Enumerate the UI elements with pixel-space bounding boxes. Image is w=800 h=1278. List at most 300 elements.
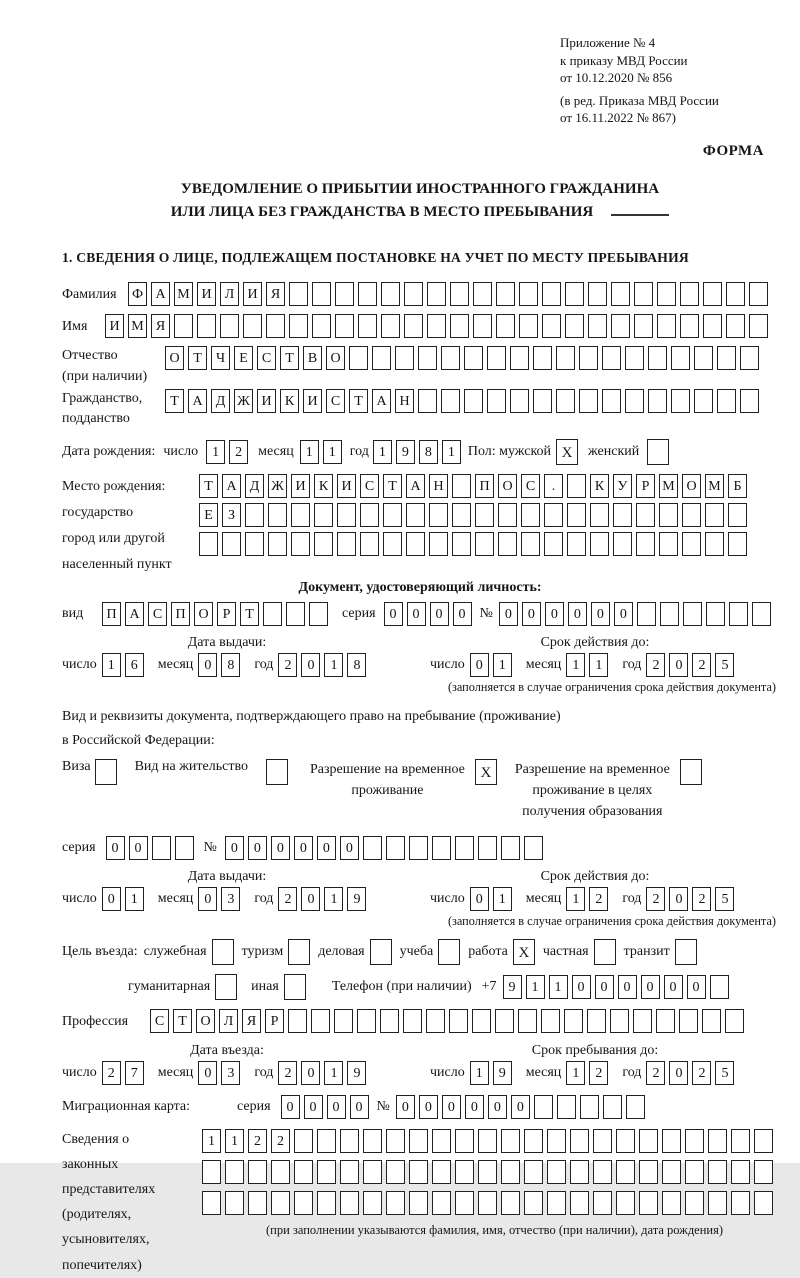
char-cell[interactable]: 2 xyxy=(692,1061,711,1085)
char-cell[interactable]: 0 xyxy=(511,1095,530,1119)
char-cell[interactable] xyxy=(518,1009,537,1033)
char-cell[interactable]: 1 xyxy=(373,440,392,464)
char-cell[interactable] xyxy=(349,346,368,370)
char-cell[interactable] xyxy=(637,602,656,626)
char-cell[interactable]: X xyxy=(475,759,497,785)
char-cell[interactable] xyxy=(432,1160,451,1184)
char-cell[interactable] xyxy=(705,532,724,556)
char-cell[interactable] xyxy=(496,282,515,306)
char-cell[interactable]: 1 xyxy=(526,975,545,999)
char-cell[interactable]: А xyxy=(151,282,170,306)
char-cell[interactable] xyxy=(634,314,653,338)
char-cell[interactable]: 0 xyxy=(350,1095,369,1119)
char-cell[interactable]: Н xyxy=(429,474,448,498)
char-cell[interactable] xyxy=(542,282,561,306)
char-cell[interactable]: X xyxy=(513,939,535,965)
char-cell[interactable]: 0 xyxy=(669,887,688,911)
char-cell[interactable]: Т xyxy=(349,389,368,413)
char-cell[interactable] xyxy=(340,1129,359,1153)
char-cell[interactable] xyxy=(215,974,237,1000)
char-cell[interactable] xyxy=(611,282,630,306)
char-cell[interactable]: П xyxy=(102,602,121,626)
char-cell[interactable] xyxy=(501,1129,520,1153)
char-cell[interactable] xyxy=(524,1160,543,1184)
char-cell[interactable]: 2 xyxy=(646,653,665,677)
char-cell[interactable] xyxy=(286,602,305,626)
char-cell[interactable] xyxy=(406,503,425,527)
char-cell[interactable] xyxy=(498,503,517,527)
char-cell[interactable]: 2 xyxy=(692,653,711,677)
char-cell[interactable]: Я xyxy=(151,314,170,338)
char-cell[interactable]: 1 xyxy=(125,887,144,911)
given-name-cells[interactable] xyxy=(105,314,772,338)
char-cell[interactable]: 0 xyxy=(317,836,336,860)
char-cell[interactable] xyxy=(501,836,520,860)
char-cell[interactable]: 1 xyxy=(493,653,512,677)
residence-valid-year[interactable] xyxy=(646,887,738,911)
purpose-study-checkbox[interactable] xyxy=(438,939,464,965)
purpose-work-checkbox[interactable] xyxy=(513,939,539,965)
char-cell[interactable]: О xyxy=(196,1009,215,1033)
char-cell[interactable]: И xyxy=(243,282,262,306)
char-cell[interactable]: П xyxy=(475,474,494,498)
char-cell[interactable] xyxy=(289,282,308,306)
char-cell[interactable] xyxy=(729,602,748,626)
doc-issue-day[interactable] xyxy=(102,653,148,677)
char-cell[interactable]: 0 xyxy=(198,887,217,911)
char-cell[interactable] xyxy=(706,602,725,626)
char-cell[interactable]: 0 xyxy=(301,887,320,911)
char-cell[interactable] xyxy=(311,1009,330,1033)
char-cell[interactable]: 1 xyxy=(589,653,608,677)
char-cell[interactable]: 0 xyxy=(294,836,313,860)
char-cell[interactable] xyxy=(731,1191,750,1215)
char-cell[interactable] xyxy=(473,282,492,306)
char-cell[interactable]: 8 xyxy=(347,653,366,677)
char-cell[interactable] xyxy=(449,1009,468,1033)
surname-cells[interactable] xyxy=(128,282,772,306)
char-cell[interactable] xyxy=(314,503,333,527)
phone-cells[interactable] xyxy=(503,975,733,999)
char-cell[interactable]: И xyxy=(291,474,310,498)
char-cell[interactable] xyxy=(613,532,632,556)
char-cell[interactable]: Ф xyxy=(128,282,147,306)
char-cell[interactable]: 0 xyxy=(545,602,564,626)
char-cell[interactable]: М xyxy=(128,314,147,338)
char-cell[interactable] xyxy=(662,1160,681,1184)
char-cell[interactable] xyxy=(291,532,310,556)
char-cell[interactable] xyxy=(611,314,630,338)
char-cell[interactable]: 1 xyxy=(493,887,512,911)
char-cell[interactable] xyxy=(289,314,308,338)
char-cell[interactable] xyxy=(626,1095,645,1119)
char-cell[interactable] xyxy=(495,1009,514,1033)
char-cell[interactable] xyxy=(478,1129,497,1153)
temp-residence-education-checkbox[interactable] xyxy=(680,759,706,785)
char-cell[interactable] xyxy=(656,1009,675,1033)
char-cell[interactable]: Д xyxy=(245,474,264,498)
char-cell[interactable] xyxy=(450,282,469,306)
char-cell[interactable] xyxy=(749,314,768,338)
char-cell[interactable] xyxy=(501,1160,520,1184)
char-cell[interactable] xyxy=(426,1009,445,1033)
char-cell[interactable] xyxy=(710,975,729,999)
representatives-row-1[interactable] xyxy=(202,1129,787,1153)
citizenship-cells[interactable] xyxy=(165,389,763,413)
char-cell[interactable] xyxy=(533,346,552,370)
char-cell[interactable] xyxy=(501,1191,520,1215)
char-cell[interactable] xyxy=(616,1191,635,1215)
char-cell[interactable] xyxy=(726,314,745,338)
char-cell[interactable] xyxy=(266,759,288,785)
char-cell[interactable]: 0 xyxy=(102,887,121,911)
char-cell[interactable]: 0 xyxy=(271,836,290,860)
migration-number-cells[interactable] xyxy=(396,1095,649,1119)
char-cell[interactable]: А xyxy=(372,389,391,413)
char-cell[interactable]: 0 xyxy=(465,1095,484,1119)
char-cell[interactable] xyxy=(340,1191,359,1215)
char-cell[interactable] xyxy=(175,836,194,860)
char-cell[interactable] xyxy=(671,389,690,413)
char-cell[interactable] xyxy=(633,1009,652,1033)
char-cell[interactable] xyxy=(409,1129,428,1153)
char-cell[interactable]: . xyxy=(544,474,563,498)
char-cell[interactable]: А xyxy=(188,389,207,413)
char-cell[interactable]: 0 xyxy=(522,602,541,626)
char-cell[interactable]: 8 xyxy=(221,653,240,677)
char-cell[interactable] xyxy=(685,1191,704,1215)
char-cell[interactable] xyxy=(519,282,538,306)
char-cell[interactable]: 0 xyxy=(669,1061,688,1085)
char-cell[interactable] xyxy=(521,503,540,527)
char-cell[interactable] xyxy=(754,1160,773,1184)
char-cell[interactable]: 0 xyxy=(248,836,267,860)
char-cell[interactable] xyxy=(524,836,543,860)
char-cell[interactable] xyxy=(754,1191,773,1215)
char-cell[interactable] xyxy=(395,346,414,370)
char-cell[interactable]: 0 xyxy=(340,836,359,860)
doc-kind-cells[interactable] xyxy=(102,602,332,626)
char-cell[interactable] xyxy=(534,1095,553,1119)
char-cell[interactable] xyxy=(432,1191,451,1215)
char-cell[interactable] xyxy=(202,1160,221,1184)
char-cell[interactable]: 0 xyxy=(407,602,426,626)
char-cell[interactable]: 9 xyxy=(493,1061,512,1085)
char-cell[interactable]: 1 xyxy=(324,653,343,677)
char-cell[interactable]: 1 xyxy=(324,1061,343,1085)
char-cell[interactable]: 0 xyxy=(664,975,683,999)
residence-number-cells[interactable] xyxy=(225,836,547,860)
char-cell[interactable] xyxy=(547,1160,566,1184)
char-cell[interactable] xyxy=(95,759,117,785)
char-cell[interactable] xyxy=(662,1129,681,1153)
char-cell[interactable]: 2 xyxy=(271,1129,290,1153)
char-cell[interactable] xyxy=(404,282,423,306)
char-cell[interactable]: К xyxy=(280,389,299,413)
char-cell[interactable]: 1 xyxy=(470,1061,489,1085)
char-cell[interactable]: 1 xyxy=(566,653,585,677)
char-cell[interactable]: О xyxy=(498,474,517,498)
char-cell[interactable] xyxy=(317,1191,336,1215)
char-cell[interactable]: 2 xyxy=(102,1061,121,1085)
char-cell[interactable] xyxy=(660,602,679,626)
char-cell[interactable]: С xyxy=(257,346,276,370)
char-cell[interactable] xyxy=(404,314,423,338)
char-cell[interactable] xyxy=(427,282,446,306)
char-cell[interactable] xyxy=(478,1191,497,1215)
char-cell[interactable]: И xyxy=(105,314,124,338)
migration-series-cells[interactable] xyxy=(281,1095,373,1119)
char-cell[interactable]: С xyxy=(521,474,540,498)
char-cell[interactable]: 0 xyxy=(442,1095,461,1119)
char-cell[interactable]: 0 xyxy=(568,602,587,626)
residence-issue-month[interactable] xyxy=(198,887,244,911)
char-cell[interactable] xyxy=(657,282,676,306)
char-cell[interactable]: 0 xyxy=(129,836,148,860)
char-cell[interactable] xyxy=(309,602,328,626)
char-cell[interactable]: 0 xyxy=(641,975,660,999)
representatives-row-2[interactable] xyxy=(202,1160,787,1184)
char-cell[interactable]: 2 xyxy=(692,887,711,911)
char-cell[interactable] xyxy=(567,474,586,498)
char-cell[interactable] xyxy=(671,346,690,370)
char-cell[interactable] xyxy=(363,1160,382,1184)
char-cell[interactable] xyxy=(409,1160,428,1184)
doc-series-cells[interactable] xyxy=(384,602,476,626)
char-cell[interactable] xyxy=(544,503,563,527)
doc-issue-month[interactable] xyxy=(198,653,244,677)
char-cell[interactable]: И xyxy=(303,389,322,413)
char-cell[interactable] xyxy=(455,836,474,860)
char-cell[interactable] xyxy=(314,532,333,556)
char-cell[interactable]: К xyxy=(590,474,609,498)
birth-place-row-2[interactable] xyxy=(199,503,751,527)
char-cell[interactable] xyxy=(588,314,607,338)
char-cell[interactable] xyxy=(498,532,517,556)
char-cell[interactable] xyxy=(294,1129,313,1153)
char-cell[interactable] xyxy=(337,532,356,556)
char-cell[interactable] xyxy=(593,1160,612,1184)
purpose-business-checkbox[interactable] xyxy=(212,939,238,965)
residence-issue-day[interactable] xyxy=(102,887,148,911)
char-cell[interactable] xyxy=(429,532,448,556)
char-cell[interactable] xyxy=(450,314,469,338)
char-cell[interactable]: 0 xyxy=(419,1095,438,1119)
char-cell[interactable]: А xyxy=(222,474,241,498)
char-cell[interactable] xyxy=(570,1160,589,1184)
char-cell[interactable] xyxy=(432,836,451,860)
entry-month[interactable] xyxy=(198,1061,244,1085)
char-cell[interactable] xyxy=(634,282,653,306)
purpose-other-checkbox[interactable] xyxy=(284,974,310,1000)
char-cell[interactable] xyxy=(594,939,616,965)
birth-place-row-3[interactable] xyxy=(199,532,751,556)
char-cell[interactable] xyxy=(452,503,471,527)
char-cell[interactable] xyxy=(587,1009,606,1033)
char-cell[interactable] xyxy=(432,1129,451,1153)
char-cell[interactable] xyxy=(386,1160,405,1184)
char-cell[interactable] xyxy=(625,346,644,370)
char-cell[interactable] xyxy=(363,1129,382,1153)
char-cell[interactable] xyxy=(541,1009,560,1033)
residence-permit-checkbox[interactable] xyxy=(266,759,292,785)
char-cell[interactable] xyxy=(542,314,561,338)
profession-cells[interactable] xyxy=(150,1009,748,1033)
char-cell[interactable]: 7 xyxy=(125,1061,144,1085)
purpose-commercial-checkbox[interactable] xyxy=(370,939,396,965)
char-cell[interactable] xyxy=(564,1009,583,1033)
char-cell[interactable] xyxy=(708,1160,727,1184)
char-cell[interactable]: 0 xyxy=(572,975,591,999)
char-cell[interactable] xyxy=(602,346,621,370)
char-cell[interactable] xyxy=(648,346,667,370)
char-cell[interactable] xyxy=(294,1191,313,1215)
char-cell[interactable] xyxy=(556,346,575,370)
char-cell[interactable]: 5 xyxy=(715,887,734,911)
char-cell[interactable] xyxy=(613,503,632,527)
char-cell[interactable] xyxy=(358,314,377,338)
char-cell[interactable] xyxy=(245,532,264,556)
char-cell[interactable] xyxy=(547,1191,566,1215)
char-cell[interactable] xyxy=(478,1160,497,1184)
char-cell[interactable]: 0 xyxy=(687,975,706,999)
char-cell[interactable] xyxy=(284,974,306,1000)
char-cell[interactable]: Т xyxy=(188,346,207,370)
stay-month[interactable] xyxy=(566,1061,612,1085)
char-cell[interactable] xyxy=(524,1191,543,1215)
char-cell[interactable] xyxy=(524,1129,543,1153)
char-cell[interactable]: 1 xyxy=(300,440,319,464)
char-cell[interactable]: О xyxy=(165,346,184,370)
char-cell[interactable] xyxy=(496,314,515,338)
char-cell[interactable] xyxy=(225,1160,244,1184)
char-cell[interactable] xyxy=(418,346,437,370)
char-cell[interactable]: 1 xyxy=(202,1129,221,1153)
char-cell[interactable] xyxy=(212,939,234,965)
char-cell[interactable]: 3 xyxy=(221,1061,240,1085)
char-cell[interactable] xyxy=(754,1129,773,1153)
char-cell[interactable] xyxy=(705,503,724,527)
char-cell[interactable]: 0 xyxy=(470,887,489,911)
char-cell[interactable] xyxy=(685,1129,704,1153)
char-cell[interactable]: 0 xyxy=(384,602,403,626)
char-cell[interactable] xyxy=(464,346,483,370)
char-cell[interactable] xyxy=(455,1160,474,1184)
char-cell[interactable]: Т xyxy=(199,474,218,498)
char-cell[interactable] xyxy=(225,1191,244,1215)
char-cell[interactable]: 1 xyxy=(206,440,225,464)
char-cell[interactable] xyxy=(429,503,448,527)
char-cell[interactable] xyxy=(717,389,736,413)
visa-checkbox[interactable] xyxy=(95,759,121,785)
char-cell[interactable]: Р xyxy=(636,474,655,498)
char-cell[interactable]: 1 xyxy=(225,1129,244,1153)
char-cell[interactable]: 8 xyxy=(419,440,438,464)
entry-year[interactable] xyxy=(278,1061,370,1085)
char-cell[interactable]: Р xyxy=(217,602,236,626)
char-cell[interactable] xyxy=(588,282,607,306)
char-cell[interactable]: А xyxy=(406,474,425,498)
char-cell[interactable]: П xyxy=(171,602,190,626)
char-cell[interactable] xyxy=(478,836,497,860)
char-cell[interactable]: 2 xyxy=(589,887,608,911)
purpose-transit-checkbox[interactable] xyxy=(675,939,701,965)
char-cell[interactable] xyxy=(570,1129,589,1153)
char-cell[interactable] xyxy=(639,1160,658,1184)
char-cell[interactable] xyxy=(383,503,402,527)
char-cell[interactable]: Д xyxy=(211,389,230,413)
char-cell[interactable]: И xyxy=(337,474,356,498)
char-cell[interactable] xyxy=(603,1095,622,1119)
char-cell[interactable] xyxy=(731,1129,750,1153)
doc-valid-month[interactable] xyxy=(566,653,612,677)
char-cell[interactable]: 0 xyxy=(198,1061,217,1085)
char-cell[interactable]: З xyxy=(222,503,241,527)
char-cell[interactable]: 1 xyxy=(324,887,343,911)
char-cell[interactable]: А xyxy=(125,602,144,626)
char-cell[interactable]: 5 xyxy=(715,653,734,677)
char-cell[interactable]: 9 xyxy=(347,1061,366,1085)
char-cell[interactable] xyxy=(294,1160,313,1184)
char-cell[interactable]: X xyxy=(556,439,578,465)
char-cell[interactable] xyxy=(337,503,356,527)
char-cell[interactable] xyxy=(547,1129,566,1153)
char-cell[interactable] xyxy=(334,1009,353,1033)
char-cell[interactable] xyxy=(174,314,193,338)
birth-month-cells[interactable] xyxy=(300,440,346,464)
char-cell[interactable]: Ж xyxy=(234,389,253,413)
char-cell[interactable] xyxy=(702,1009,721,1033)
doc-number-cells[interactable] xyxy=(499,602,775,626)
char-cell[interactable] xyxy=(455,1129,474,1153)
temp-residence-checkbox[interactable] xyxy=(475,759,501,785)
purpose-private-checkbox[interactable] xyxy=(594,939,620,965)
char-cell[interactable] xyxy=(271,1160,290,1184)
char-cell[interactable] xyxy=(683,602,702,626)
char-cell[interactable] xyxy=(639,1129,658,1153)
char-cell[interactable] xyxy=(636,532,655,556)
char-cell[interactable] xyxy=(657,314,676,338)
char-cell[interactable] xyxy=(409,1191,428,1215)
char-cell[interactable] xyxy=(625,389,644,413)
char-cell[interactable] xyxy=(452,474,471,498)
char-cell[interactable] xyxy=(245,503,264,527)
char-cell[interactable]: 3 xyxy=(221,887,240,911)
residence-valid-day[interactable] xyxy=(470,887,516,911)
char-cell[interactable]: 0 xyxy=(106,836,125,860)
birth-place-row-1[interactable] xyxy=(199,474,751,498)
char-cell[interactable] xyxy=(340,1160,359,1184)
char-cell[interactable] xyxy=(197,314,216,338)
char-cell[interactable]: Е xyxy=(199,503,218,527)
char-cell[interactable] xyxy=(682,532,701,556)
char-cell[interactable] xyxy=(679,1009,698,1033)
char-cell[interactable] xyxy=(268,532,287,556)
char-cell[interactable] xyxy=(519,314,538,338)
char-cell[interactable]: Ч xyxy=(211,346,230,370)
char-cell[interactable] xyxy=(602,389,621,413)
char-cell[interactable] xyxy=(579,389,598,413)
char-cell[interactable] xyxy=(372,346,391,370)
char-cell[interactable] xyxy=(487,389,506,413)
char-cell[interactable] xyxy=(452,532,471,556)
char-cell[interactable] xyxy=(370,939,392,965)
char-cell[interactable] xyxy=(199,532,218,556)
char-cell[interactable] xyxy=(312,282,331,306)
char-cell[interactable] xyxy=(579,346,598,370)
char-cell[interactable] xyxy=(708,1191,727,1215)
char-cell[interactable] xyxy=(557,1095,576,1119)
